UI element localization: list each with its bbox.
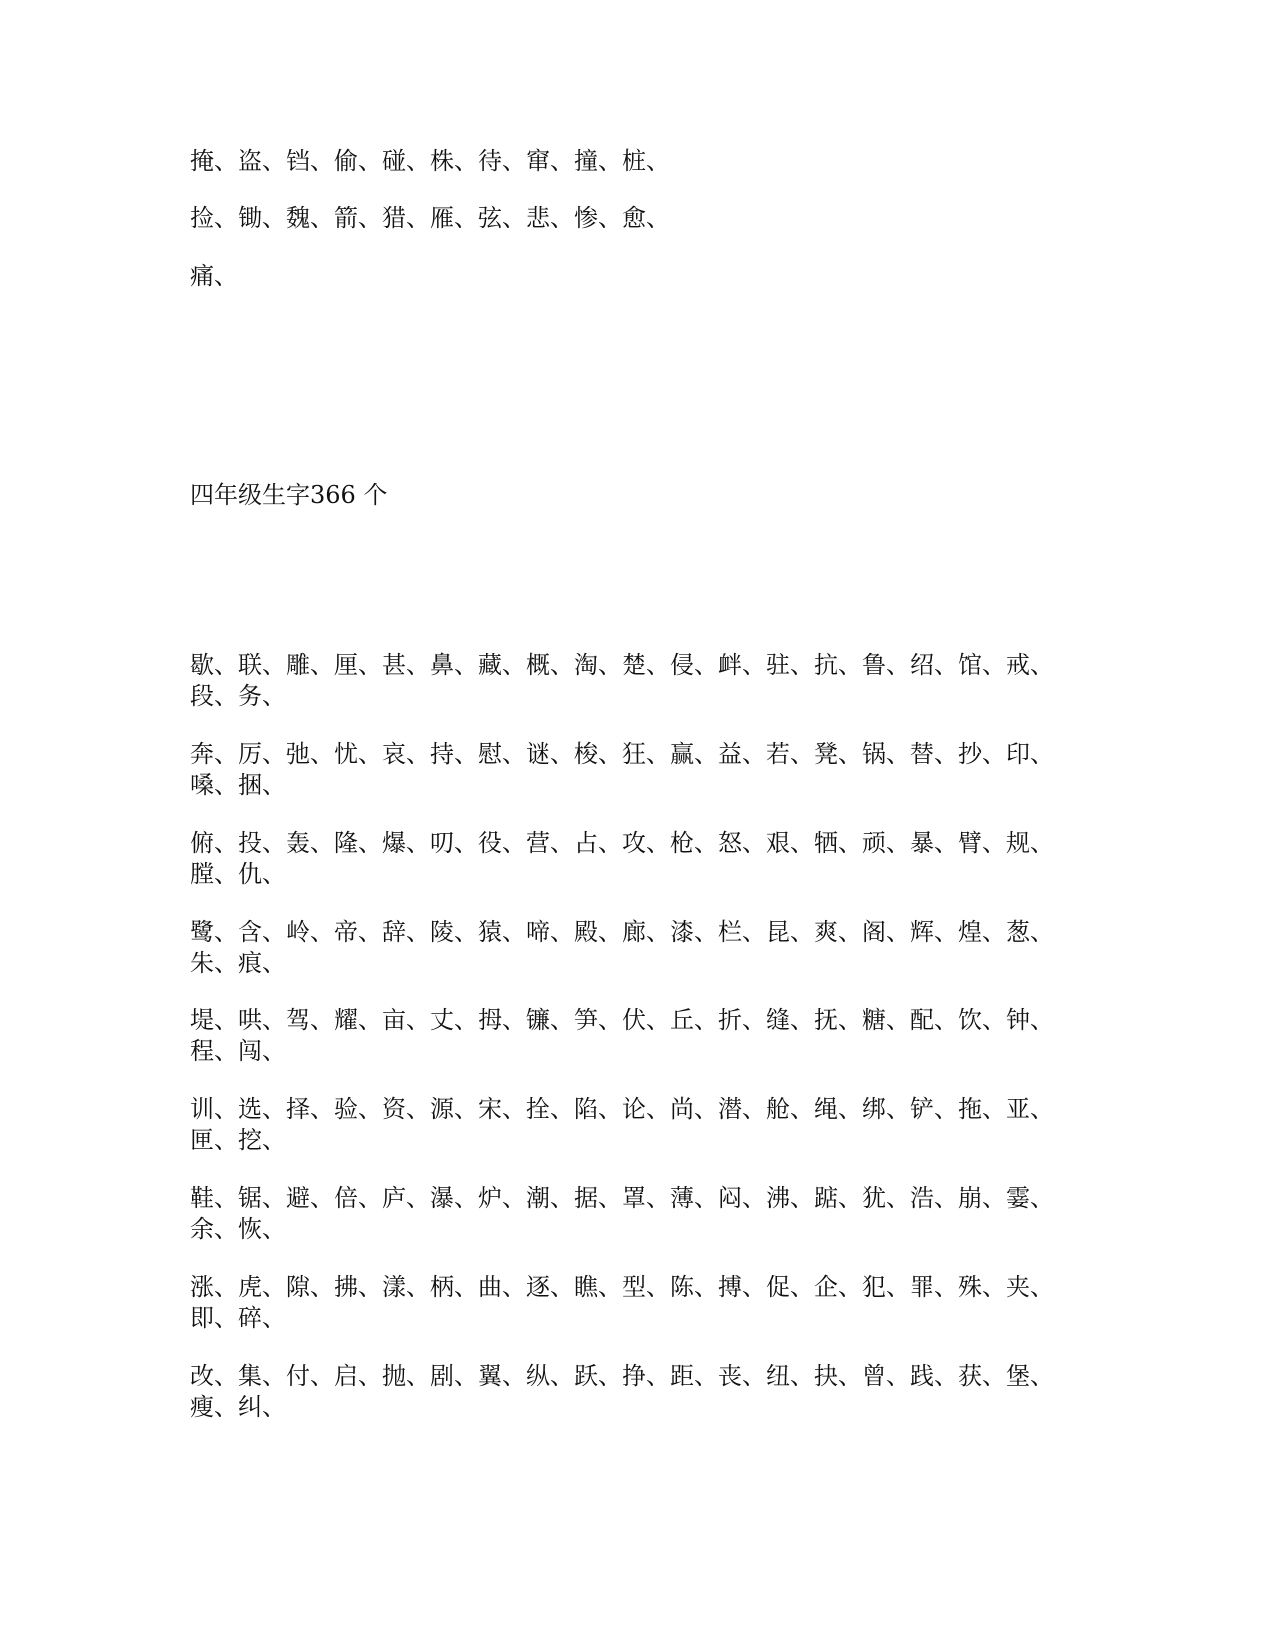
para-line-a: 堤、哄、驾、耀、亩、丈、拇、镰、笋、伏、丘、折、缝、抚、糖、配、饮、钟、 — [190, 1006, 1054, 1034]
char-paragraph-5 — [190, 1005, 1090, 1067]
para-line-a: 鞋、锯、避、倍、庐、瀑、炉、潮、据、罩、薄、闷、沸、踮、犹、浩、崩、霎、 — [190, 1184, 1054, 1212]
para-line-b: 程、闯、 — [190, 1037, 286, 1065]
para-line-b: 瘦、纠、 — [190, 1393, 286, 1421]
para-line-b: 余、恢、 — [190, 1215, 286, 1243]
para-line-a: 改、集、付、启、抛、剧、翼、纵、跃、挣、距、丧、纽、抉、曾、践、获、堡、 — [190, 1362, 1054, 1390]
char-paragraph-3 — [190, 828, 1090, 890]
char-line-1: 掩、盗、铛、偷、碰、株、待、窜、撞、桩、 — [190, 147, 670, 175]
para-line-a: 俯、投、轰、隆、爆、叨、役、营、占、攻、枪、怒、艰、牺、顽、暴、臂、规、 — [190, 829, 1054, 857]
char-paragraph-6 — [190, 1094, 1090, 1156]
char-paragraph-1 — [190, 650, 1090, 712]
char-paragraph-4 — [190, 917, 1090, 979]
para-line-a: 训、选、择、验、资、源、宋、拴、陷、论、尚、潜、舱、绳、绑、铲、拖、亚、 — [190, 1095, 1054, 1123]
para-line-b: 朱、痕、 — [190, 949, 286, 977]
char-paragraph-8 — [190, 1272, 1090, 1334]
para-line-a: 奔、厉、弛、忧、哀、持、慰、谜、梭、狂、赢、益、若、凳、锅、替、抄、印、 — [190, 740, 1054, 768]
para-line-b: 膛、仇、 — [190, 860, 286, 888]
section-heading: 四年级生字366 个 — [190, 481, 388, 509]
para-line-a: 涨、虎、隙、拂、漾、柄、曲、逐、瞧、型、陈、搏、促、企、犯、罪、殊、夹、 — [190, 1273, 1054, 1301]
para-line-b: 段、务、 — [190, 682, 286, 710]
char-paragraph-9 — [190, 1361, 1090, 1423]
char-paragraph-7 — [190, 1183, 1090, 1245]
char-line-2: 捡、锄、魏、箭、猎、雁、弦、悲、惨、愈、 — [190, 204, 670, 232]
para-line-a: 鹭、含、岭、帝、辞、陵、猿、啼、殿、廊、漆、栏、昆、爽、阁、辉、煌、葱、 — [190, 918, 1054, 946]
para-line-b: 嗓、捆、 — [190, 771, 286, 799]
para-line-b: 即、碎、 — [190, 1304, 286, 1332]
char-paragraph-2 — [190, 739, 1090, 801]
para-line-a: 歇、联、雕、厘、甚、鼻、藏、概、淘、楚、侵、衅、驻、抗、鲁、绍、馆、戒、 — [190, 651, 1054, 679]
para-line-b: 匣、挖、 — [190, 1126, 286, 1154]
char-line-3: 痛、 — [190, 262, 238, 290]
